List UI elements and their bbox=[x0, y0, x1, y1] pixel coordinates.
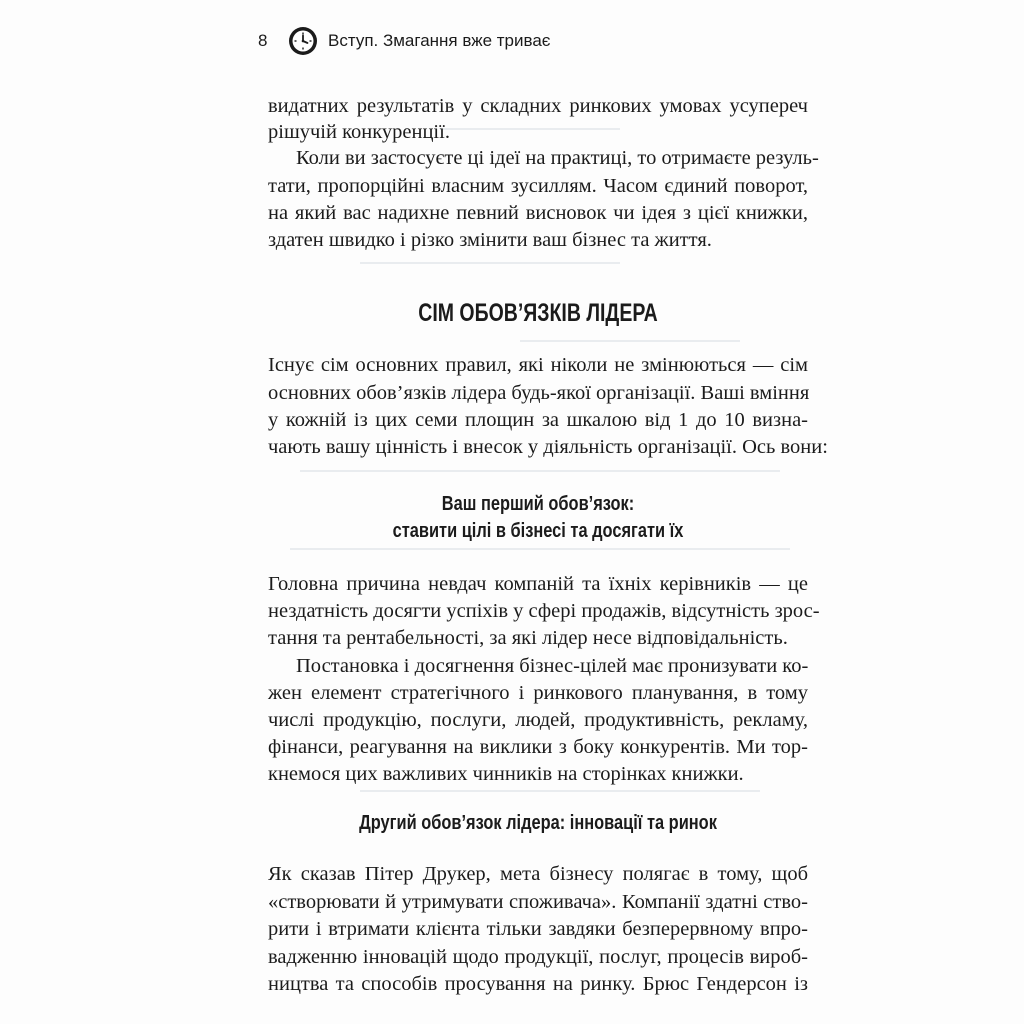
text-line: Головна причина невдач компаній та їхніх керівників — це bbox=[268, 573, 808, 595]
bleed-through-mark bbox=[300, 470, 780, 472]
text-line: у кожній із цих семи площин за шкалою від 1 до 10 визна- bbox=[268, 409, 808, 431]
text-line: тання та рентабельності, за які лідер несе відповідальність. bbox=[268, 627, 788, 649]
bleed-through-mark bbox=[360, 262, 620, 264]
text-line: фінанси, реагування на виклики з боку конкурентів. Ми тор- bbox=[268, 736, 808, 758]
bleed-through-mark bbox=[360, 790, 760, 792]
text-line: жен елемент стратегічного і ринкового планування, в тому bbox=[268, 682, 808, 704]
running-title: Вступ. Змагання вже триває bbox=[328, 31, 551, 50]
bleed-through-mark bbox=[520, 340, 740, 342]
text-line: основних обов’язків лідера будь-якої організації. Ваші вміння bbox=[268, 382, 810, 404]
duty-heading-line: Ваш перший обов’язок: bbox=[441, 493, 635, 515]
text-line: «створювати й утримувати споживача». Компанії здатні ство- bbox=[268, 891, 808, 913]
clock-icon bbox=[288, 26, 318, 56]
text-line: чають вашу цінність і внесок у діяльність організації. Ось вони: bbox=[268, 436, 828, 458]
text-line: Постановка і досягнення бізнес-цілей має пронизувати ко- bbox=[296, 655, 809, 677]
text-line: рішучій конкуренції. bbox=[268, 121, 450, 143]
text-line: вадженню інновацій щодо продукції, послуг, процесів вироб- bbox=[268, 946, 808, 968]
text-line: Коли ви застосуєте ці ідеї на практиці, то отримаєте резуль- bbox=[296, 147, 819, 169]
page-number: 8 bbox=[258, 31, 268, 50]
duty-heading-line: ставити цілі в бізнесі та досягати їх bbox=[392, 520, 684, 542]
text-line: здатен швидко і різко змінити ваш бізнес та життя. bbox=[268, 229, 712, 251]
duty-heading-line: Другий обов’язок лідера: інновації та ринок bbox=[359, 812, 717, 834]
section-heading: СІМ ОБОВ’ЯЗКІВ ЛІДЕРА bbox=[418, 299, 658, 327]
text-line: нездатність досягти успіхів у сфері продажів, відсутність зрос- bbox=[268, 600, 820, 622]
text-line: кнемося цих важливих чинників на сторінках книжки. bbox=[268, 763, 744, 785]
text-line: ництва та способів просування на ринку. Брюс Гендерсон із bbox=[268, 973, 808, 995]
text-line: видатних результатів у складних ринкових умовах усупереч bbox=[268, 95, 808, 117]
bleed-through-mark bbox=[290, 548, 790, 550]
text-line: рити і втримати клієнта тільки завдяки безперервному впро- bbox=[268, 918, 808, 940]
text-line: на який вас надихне певний висновок чи ідея з цієї книжки, bbox=[268, 202, 808, 224]
text-line: числі продукцію, послуги, людей, продуктивність, рекламу, bbox=[268, 709, 808, 731]
text-line: Як сказав Пітер Друкер, мета бізнесу полягає в тому, щоб bbox=[268, 863, 808, 885]
running-header bbox=[258, 26, 550, 56]
text-line: Існує сім основних правил, які ніколи не змінюються — сім bbox=[268, 354, 808, 376]
text-line: тати, пропорційні власним зусиллям. Часом єдиний поворот, bbox=[268, 175, 808, 197]
